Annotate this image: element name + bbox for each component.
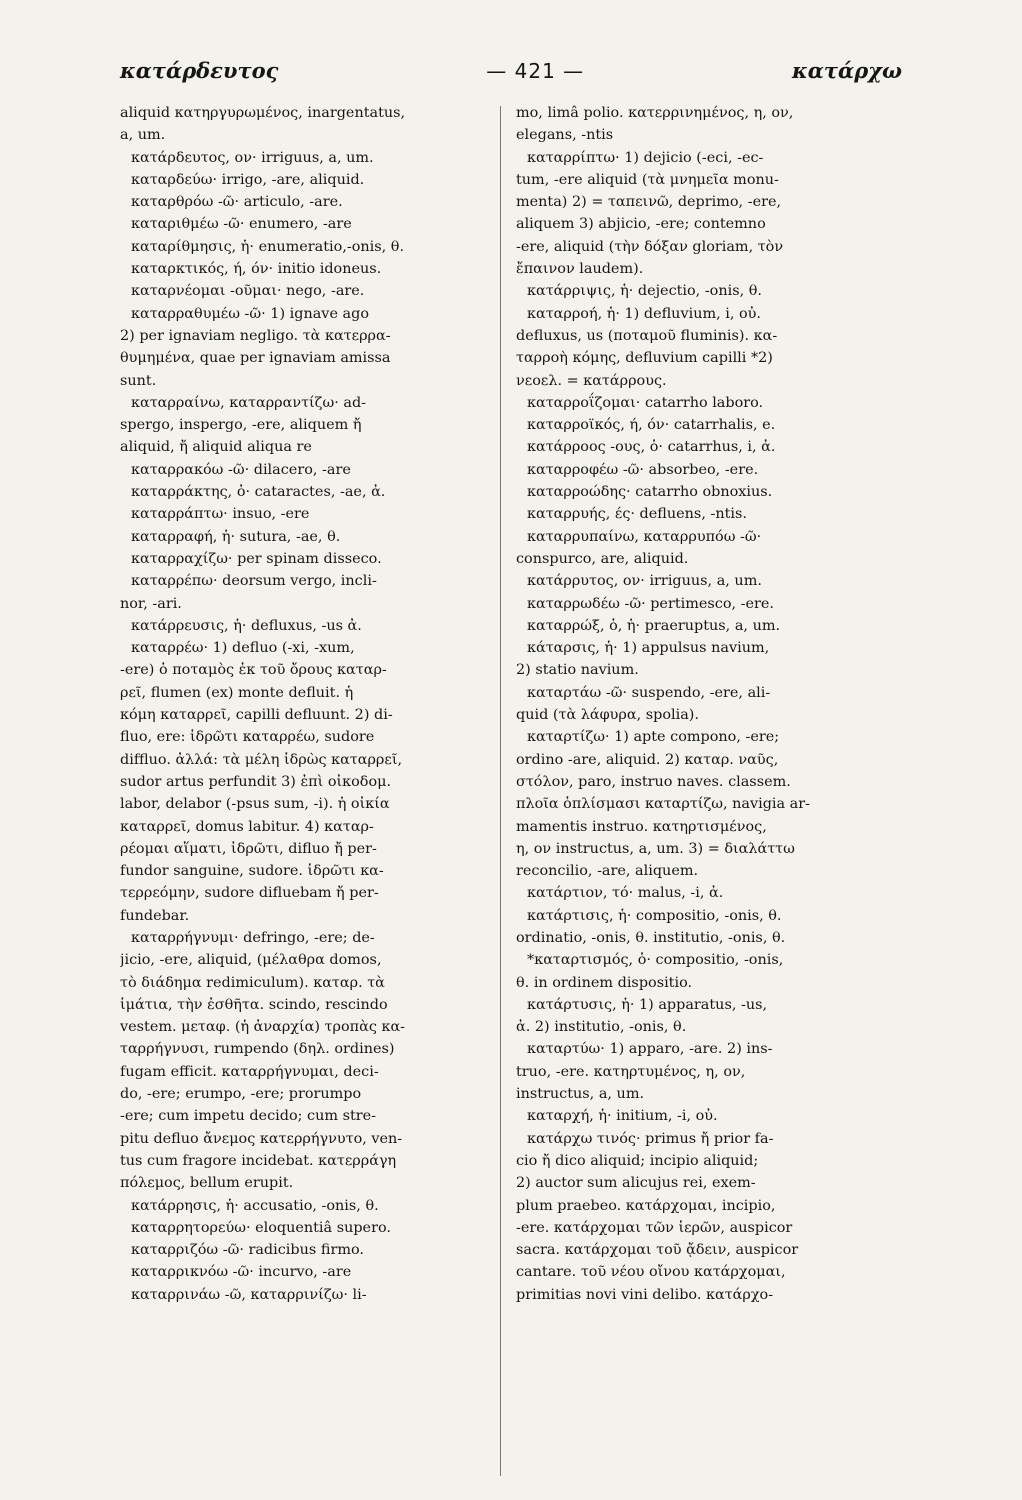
text-line: στόλον, paro, instruo naves. classem. bbox=[516, 773, 791, 790]
text-line: καταρρικνόω -ῶ· incurvo, -are bbox=[131, 1264, 352, 1281]
text-line: καταρροφέω -ῶ· absorbeo, -ere. bbox=[527, 461, 759, 478]
text-line: spergo, inspergo, -ere, aliquem ἤ bbox=[120, 417, 362, 434]
text-line: καταρίθμησις, ἡ· enumeratio,-onis, θ. bbox=[131, 238, 405, 255]
text-line: κατάρτυσις, ἡ· 1) apparatus, -us, bbox=[527, 996, 768, 1013]
text-line: mamentis instruo. κατηρτισμένος, bbox=[516, 818, 767, 835]
text-line: primitias novi vini delibo. κατάρχο- bbox=[516, 1286, 774, 1303]
text-line: καταρριζόω -ῶ· radicibus firmo. bbox=[131, 1242, 364, 1259]
text-line: καταρρέω· 1) defluo (-xi, -xum, bbox=[131, 640, 355, 657]
text-line: κατάρτισις, ἡ· compositio, -onis, θ. bbox=[527, 907, 782, 924]
text-line: *καταρτισμός, ὁ· compositio, -onis, bbox=[527, 952, 784, 969]
text-line: truo, -ere. κατηρτυμένος, η, ον, bbox=[516, 1063, 746, 1080]
text-line: mo, limâ polio. κατερρινημένος, η, ον, bbox=[516, 105, 794, 121]
text-line: καταριθμέω -ῶ· enumero, -are bbox=[131, 216, 352, 233]
text-line: τὸ διάδημα redimiculum). καταρ. τὰ bbox=[120, 974, 385, 991]
column-divider bbox=[500, 106, 501, 1476]
text-line: καταρρινάω -ῶ, καταρρινίζω· li- bbox=[131, 1286, 367, 1303]
text-line: κατάρτιον, τό· malus, -i, ἀ. bbox=[527, 885, 724, 902]
text-line: fundor sanguine, sudore. ἱδρῶτι κα- bbox=[120, 863, 384, 880]
text-line: ταρρήγνυσι, rumpendo (δηλ. ordines) bbox=[120, 1041, 395, 1058]
running-header bbox=[120, 58, 902, 92]
text-line: elegans, -ntis bbox=[516, 127, 614, 144]
text-line: conspurco, are, aliquid. bbox=[516, 550, 689, 567]
text-line: κατάρρησις, ἡ· accusatio, -onis, θ. bbox=[131, 1197, 379, 1214]
text-line: καταρροή, ἡ· 1) defluvium, i, οὐ. bbox=[527, 305, 761, 322]
text-line: aliquid, ἤ aliquid aliqua re bbox=[120, 439, 312, 456]
text-line: -ere. κατάρχομαι τῶν ἱερῶν, auspicor bbox=[516, 1219, 793, 1236]
header-right-headword: κατάρχω bbox=[792, 58, 902, 83]
text-line: η, ον instructus, a, um. 3) = διαλάττω bbox=[516, 840, 795, 857]
text-line: aliquid κατηργυρωμένος, inargentatus, bbox=[120, 105, 406, 121]
text-line: fugam efficit. καταρρήγνυμαι, deci- bbox=[120, 1063, 379, 1080]
text-line: menta) 2) = ταπεινῶ, deprimo, -ere, bbox=[516, 194, 782, 211]
text-line: ordinatio, -onis, θ. institutio, -onis, θ. bbox=[516, 929, 786, 946]
text-line: καταρρήγνυμι· defringo, -ere; de- bbox=[131, 929, 375, 946]
text-line: fundebar. bbox=[120, 907, 190, 924]
text-line: καταρράπτω· insuo, -ere bbox=[131, 506, 310, 523]
text-line: -ere) ὁ ποταμὸς ἐκ τοῦ ὄρους καταρ- bbox=[120, 662, 387, 679]
text-line: καταρραίνω, καταρραντίζω· ad- bbox=[131, 394, 367, 411]
text-line: pitu defluo ἄνεμος κατερρήγνυτο, ven- bbox=[120, 1130, 403, 1147]
text-line: νεοελ. = κατάρρους. bbox=[516, 372, 667, 389]
text-line: καταρτύω· 1) apparo, -are. 2) ins- bbox=[527, 1041, 773, 1058]
text-line: καταρροϊκός, ή, όν· catarrhalis, e. bbox=[527, 417, 776, 434]
text-line: πόλεμος, bellum erupit. bbox=[120, 1175, 294, 1192]
text-line: aliquem 3) abjicio, -ere; contemno bbox=[516, 216, 766, 233]
text-line: ταρροὴ κόμης, defluvium capilli *2) bbox=[516, 350, 773, 367]
text-line: κατάρριψις, ἡ· dejectio, -onis, θ. bbox=[527, 283, 762, 300]
right-column bbox=[516, 102, 898, 1482]
text-line: καταρρώξ, ὁ, ἡ· praeruptus, a, um. bbox=[527, 617, 781, 634]
text-line: 2) auctor sum alicujus rei, exem- bbox=[516, 1175, 756, 1192]
text-line: καταρρακόω -ῶ· dilacero, -are bbox=[131, 461, 351, 478]
text-line: tus cum fragore incidebat. κατερράγη bbox=[120, 1152, 397, 1169]
text-line: quid (τὰ λάφυρα, spolia). bbox=[516, 707, 699, 724]
text-line: καταρρητορεύω· eloquentiâ supero. bbox=[131, 1219, 391, 1236]
text-line: reconcilio, -are, aliquem. bbox=[516, 863, 699, 880]
text-line: καταρτάω -ῶ· suspendo, -ere, ali- bbox=[527, 684, 771, 701]
header-left-headword: κατάρδευτος bbox=[120, 58, 279, 83]
text-line: nor, -ari. bbox=[120, 595, 182, 612]
text-line: καταρραθυμέω -ῶ· 1) ignave ago bbox=[131, 305, 369, 322]
text-line: καταρρέπω· deorsum vergo, incli- bbox=[131, 573, 377, 590]
text-line: cio ἤ dico aliquid; incipio aliquid; bbox=[516, 1152, 759, 1169]
text-line: vestem. μεταφ. (ἡ ἀναρχία) τροπὰς κα- bbox=[120, 1019, 406, 1036]
text-line: ἔπαινον laudem). bbox=[516, 261, 644, 278]
text-line: labor, delabor (-psus sum, -i). ἡ οἰκία bbox=[120, 796, 390, 813]
text-line: κατάρρευσις, ἡ· defluxus, -us ἀ. bbox=[131, 617, 362, 634]
text-line: 2) statio navium. bbox=[516, 662, 639, 679]
text-line: ἀ. 2) institutio, -onis, θ. bbox=[516, 1019, 687, 1036]
text-line: καταρρίπτω· 1) dejicio (-eci, -ec- bbox=[527, 149, 764, 166]
page-number: — 421 — bbox=[486, 59, 585, 83]
text-line: πλοῖα ὁπλίσμασι καταρτίζω, navigia ar- bbox=[516, 796, 811, 813]
text-line: sunt. bbox=[120, 372, 157, 389]
text-line: καταρράκτης, ὁ· cataractes, -ae, ἀ. bbox=[131, 484, 386, 501]
text-line: diffluo. ἀλλά: τὰ μέλη ἱδρὼς καταρρεῖ, bbox=[120, 751, 403, 768]
text-line: ordino -are, aliquid. 2) καταρ. ναῦς, bbox=[516, 751, 779, 768]
text-line: jicio, -ere, aliquid, (μέλαθρα domos, bbox=[120, 952, 382, 969]
text-line: ρέομαι αἵματι, ἱδρῶτι, difluo ἤ per- bbox=[120, 840, 377, 857]
text-line: ἱμάτια, τὴν ἐσθῆτα. scindo, rescindo bbox=[120, 996, 388, 1013]
text-line: -ere, aliquid (τὴν δόξαν gloriam, τὸν bbox=[516, 238, 784, 255]
text-line: καταρνέομαι -οῦμαι· nego, -are. bbox=[131, 283, 365, 300]
text-line: a, um. bbox=[120, 127, 166, 144]
text-line: tum, -ere aliquid (τὰ μνημεῖα monu- bbox=[516, 171, 779, 188]
text-line: sacra. κατάρχομαι τοῦ ᾄδειν, auspicor bbox=[516, 1242, 799, 1259]
text-line: καταρρωδέω -ῶ· pertimesco, -ere. bbox=[527, 595, 774, 612]
text-line: κατάρρυτος, ον· irriguus, a, um. bbox=[527, 573, 762, 590]
text-line: fluo, ere: ἱδρῶτι καταρρέω, sudore bbox=[120, 729, 375, 746]
text-line: κατάρροος -ους, ὁ· catarrhus, i, ἀ. bbox=[527, 439, 776, 456]
text-line: plum praebeo. κατάρχομαι, incipio, bbox=[516, 1197, 776, 1214]
text-line: κατάρχω τινός· primus ἤ prior fa- bbox=[527, 1130, 774, 1147]
text-line: θ. in ordinem dispositio. bbox=[516, 974, 693, 991]
text-line: καταρτίζω· 1) apte compono, -ere; bbox=[527, 729, 780, 746]
text-line: καταρχή, ἡ· initium, -i, οὐ. bbox=[527, 1108, 718, 1125]
text-line: καταρκτικός, ή, όν· initio idoneus. bbox=[131, 261, 382, 278]
text-line: θυμημένα, quae per ignaviam amissa bbox=[120, 350, 391, 367]
text-line: sudor artus perfundit 3) ἐπὶ οἰκοδομ. bbox=[120, 773, 392, 790]
text-line: καταρραφή, ἡ· sutura, -ae, θ. bbox=[131, 528, 341, 545]
text-line: καταρθρόω -ῶ· articulo, -are. bbox=[131, 194, 343, 211]
text-line: καταρρυπαίνω, καταρρυπόω -ῶ· bbox=[527, 528, 762, 545]
text-line: καταρραχίζω· per spinam disseco. bbox=[131, 550, 382, 567]
text-line: instructus, a, um. bbox=[516, 1086, 645, 1103]
left-column bbox=[120, 102, 488, 1482]
text-line: -ere; cum impetu decido; cum stre- bbox=[120, 1108, 377, 1125]
text-line: καταρρυής, ές· defluens, -ntis. bbox=[527, 506, 747, 523]
text-line: καταρρεῖ, domus labitur. 4) καταρ- bbox=[120, 818, 374, 835]
text-line: καταρροΐζομαι· catarrho laboro. bbox=[527, 394, 764, 411]
text-line: καταρροώδης· catarrho obnoxius. bbox=[527, 484, 773, 501]
text-line: κάταρσις, ἡ· 1) appulsus navium, bbox=[527, 640, 770, 657]
text-line: τερρεόμην, sudore difluebam ἤ per- bbox=[120, 885, 379, 902]
text-line: κόμη καταρρεῖ, capilli defluunt. 2) di- bbox=[120, 707, 393, 724]
text-line: defluxus, us (ποταμοῦ fluminis). κα- bbox=[516, 327, 778, 344]
text-line: cantare. τοῦ νέου οἴνου κατάρχομαι, bbox=[516, 1264, 786, 1281]
text-line: κατάρδευτος, ον· irriguus, a, um. bbox=[131, 149, 374, 166]
text-line: καταρδεύω· irrigo, -are, aliquid. bbox=[131, 171, 365, 188]
text-line: do, -ere; erumpo, -ere; prorumpo bbox=[120, 1086, 362, 1103]
text-line: 2) per ignaviam negligo. τὰ κατερρα- bbox=[120, 327, 391, 344]
text-line: ρεῖ, flumen (ex) monte defluit. ἡ bbox=[120, 684, 354, 701]
